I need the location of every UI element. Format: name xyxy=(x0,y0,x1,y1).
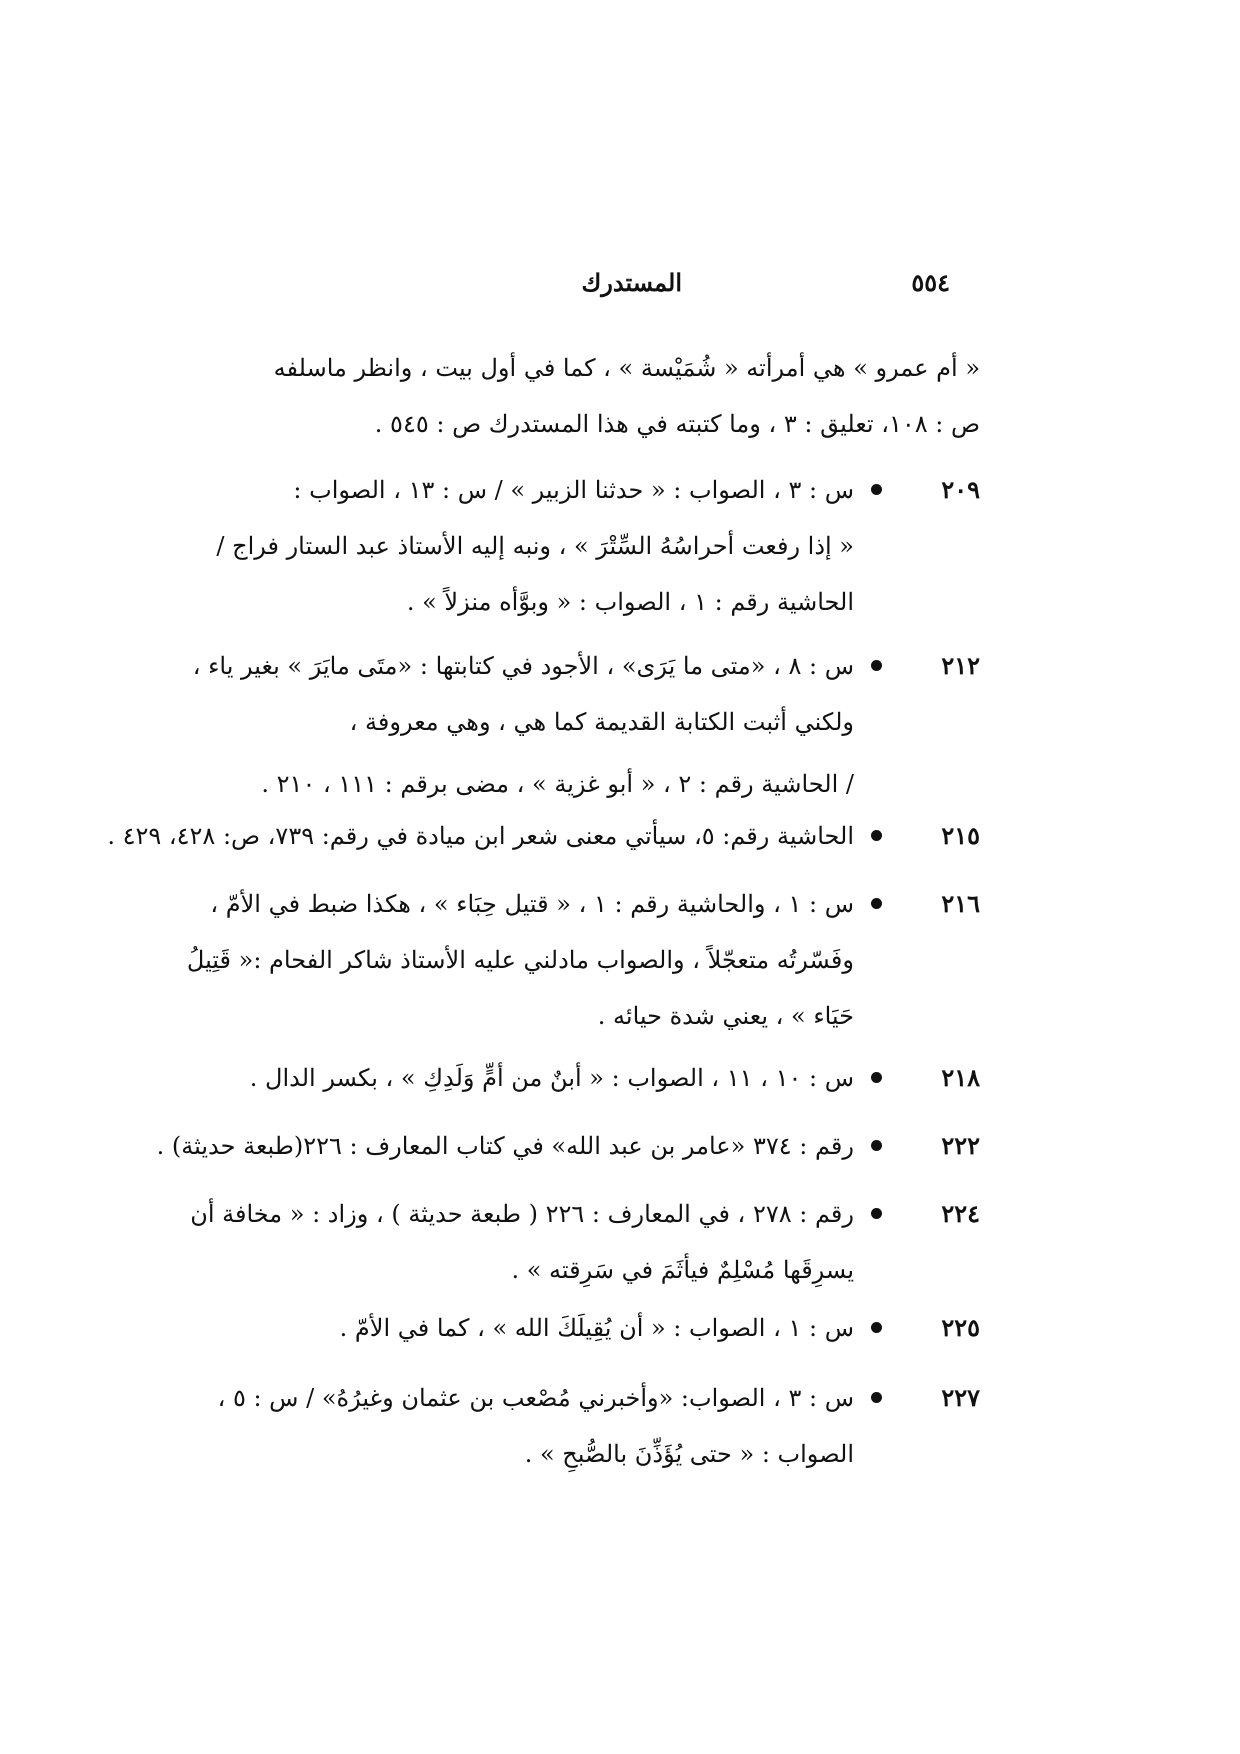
page-number: ٥٥٤ xyxy=(911,268,950,297)
entry-line: الصواب : « حتى يُؤَذِّنَ بالصُّبحِ » . xyxy=(524,1440,854,1468)
entry-text xyxy=(186,876,854,1044)
intro-line: « أم عمرو » هي أمرأته « شُمَيْسة » ، كما في أول بيت ، وانظر ماسلفه xyxy=(273,354,980,382)
entry-number: ٢١٥ xyxy=(941,821,980,850)
entry-line: / الحاشية رقم : ٢ ، « أبو غزية » ، مضى برقم : ١١١ ، ٢١٠ . xyxy=(261,770,854,798)
entry-line: رقم : ٢٧٨ ، في المعارف : ٢٢٦ ( طبعة حديثة ) ، وزاد : « مخافة أن xyxy=(190,1200,854,1228)
entry-number: ٢٢٢ xyxy=(941,1131,980,1160)
bullet-icon xyxy=(871,1322,882,1333)
entry-line: رقم : ٣٧٤ «عامر بن عبد الله» في كتاب المعارف : ٢٢٦(طبعة حديثة) . xyxy=(156,1132,854,1160)
entry-line: « إذا رفعت أحراسُهُ السِّتْرَ » ، ونبه إليه الأستاذ عبد الستار فراج / xyxy=(216,532,854,560)
entry-text xyxy=(217,1370,854,1482)
entry-text xyxy=(249,1050,854,1106)
entry-number: ٢١٦ xyxy=(941,889,980,918)
bullet-icon xyxy=(871,1072,882,1083)
page-title: المستدرك xyxy=(581,268,682,297)
entry-text xyxy=(216,462,854,630)
entry-line: س : ٣ ، الصواب : « حدثنا الزبير » / س : ١٣ ، الصواب : xyxy=(293,476,854,504)
bullet-icon xyxy=(871,898,882,909)
entry-text xyxy=(270,1300,854,1356)
entry-line: س : ٣ ، الصواب: «وأخبرني مُصْعب بن عثمان وغيرُهُ» / س : ٥ ، xyxy=(217,1384,854,1412)
entry-number: ٢٢٤ xyxy=(941,1199,980,1228)
entry-line: وفَسّرتُه متعجّلاً ، والصواب مادلني عليه الأستاذ شاكر الفحام :« قَتِيلُ xyxy=(186,946,854,974)
entry-text xyxy=(156,1118,854,1174)
bullet-icon xyxy=(871,1208,882,1219)
entry-number: ٢١٢ xyxy=(941,651,980,680)
entry-text xyxy=(192,638,854,812)
entry-line: س : ١ ، الصواب : « أن يُقِيلَكَ الله » ، كما في الأمّ . xyxy=(339,1314,854,1342)
entry-line: حَيَاء » ، يعني شدة حيائه . xyxy=(597,1002,854,1030)
entry-line: يسرِقَها مُسْلِمٌ فيأثَمَ في سَرِقته » . xyxy=(511,1256,854,1284)
entry-line: الحاشية رقم : ١ ، الصواب : « وبوَّأه منزلاً » . xyxy=(406,588,854,616)
bullet-icon xyxy=(871,1140,882,1151)
entry-number: ٢٠٩ xyxy=(941,475,980,504)
bullet-icon xyxy=(871,484,882,495)
entry-number: ٢٢٥ xyxy=(941,1313,980,1342)
entry-text xyxy=(107,808,854,864)
entry-line: س : ٨ ، «متى ما يَرَى» ، الأجود في كتابتها : «متَى مايَرَ » بغير ياء ، xyxy=(192,652,854,680)
page-header xyxy=(0,268,1240,308)
entry-number: ٢١٨ xyxy=(941,1063,980,1092)
intro-paragraph xyxy=(273,340,980,452)
entry-text xyxy=(190,1186,854,1298)
entry-number: ٢٢٧ xyxy=(941,1383,980,1412)
bullet-icon xyxy=(871,830,882,841)
entry-line: س : ١٠ ، ١١ ، الصواب : « أبنٌ من أمٍّ وَلَدِكِ » ، بكسر الدال . xyxy=(249,1064,854,1092)
entry-line: س : ١ ، والحاشية رقم : ١ ، « قتيل حِبَاء » ، هكذا ضبط في الأمّ ، xyxy=(210,890,854,918)
entry-line: الحاشية رقم: ٥، سيأتي معنى شعر ابن ميادة في رقم: ٧٣٩، ص: ٤٢٨، ٤٢٩ . xyxy=(107,822,854,850)
intro-line: ص : ١٠٨، تعليق : ٣ ، وما كتبته في هذا المستدرك ص : ٥٤٥ . xyxy=(374,410,980,438)
bullet-icon xyxy=(871,1392,882,1403)
bullet-icon xyxy=(871,660,882,671)
entry-line: ولكني أثبت الكتابة القديمة كما هي ، وهي معروفة ، xyxy=(349,708,854,736)
